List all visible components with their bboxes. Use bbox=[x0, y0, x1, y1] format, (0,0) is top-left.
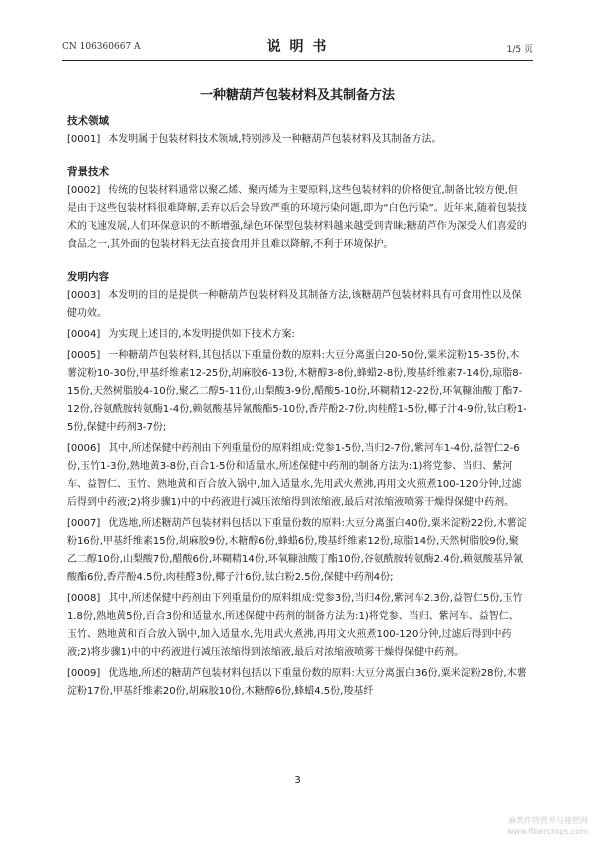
paragraph-text: 传统的包装材料通常以聚乙烯、聚丙烯为主要原料,这些包装材料的价格便宜,制备比较方便,但是由于这些包装材料很难降解,丢弃以后会导致严重的环境污染问题,即为“白色污染”。近年来,随着包装技术的飞速发展,人们环保意识的不断增强,绿色环保型包装材料越来越受到青睐;糖葫芦作为深受人们喜爱的食品之一,其外面的包装材料无法直接食用并且难以降解,不利于环境保护。 bbox=[67, 185, 527, 250]
paragraph-0007 bbox=[67, 515, 527, 587]
document-number: CN 106360667 A bbox=[62, 42, 141, 52]
paragraph-text: 一种糖葫芦包装材料,其包括以下重量份数的原料:大豆分离蛋白20-50份,粟米淀粉15-35份,木薯淀粉10-30份,甲基纤维素12-25份,胡麻胶6-13份,木糖醇3-8份,蜂蜡2-8份,羧基纤维素7-14份,琼脂8-15份,天然树脂胶4-10份,聚乙二醇5-11份,山梨酸3-9份,醋酸5-10份,环糊精12-22份,环氧糠油酸丁酯7-12份,谷氨酰胺转氨酶1-4份,赖氨酸基异氰酸酯5-10份,香芹酚2-7份,肉桂醛1-5份,椰子汁4-9份,钛白粉1-5份,保健中药剂3-7份; bbox=[67, 350, 527, 433]
section-heading-background: 背景技术 bbox=[67, 166, 109, 178]
paragraph-number: [0004] bbox=[67, 329, 101, 340]
paragraph-number: [0003] bbox=[67, 290, 101, 301]
paragraph-text: 本发明属于包装材料技术领域,特别涉及一种糖葫芦包装材料及其制备方法。 bbox=[108, 134, 442, 145]
watermark-url: www.fibercrops.com bbox=[507, 827, 588, 836]
paragraph-0005 bbox=[67, 347, 527, 437]
watermark-title: 麻类作物营养与施肥网 bbox=[508, 816, 588, 825]
section-heading-technical-field: 技术领域 bbox=[67, 115, 109, 127]
paragraph-0004 bbox=[67, 326, 527, 344]
paragraph-text: 为实现上述目的,本发明提供如下技术方案: bbox=[108, 329, 295, 340]
paragraph-number: [0009] bbox=[67, 668, 101, 679]
paragraph-text: 其中,所述保健中药剂由下列重量份的原料组成:党参3份,当归4份,紫河车2.3份,益智仁5份,玉竹1.8份,熟地黄5份,百合3份和适量水,所述保健中药剂的制备方法为:1)将党参、当归、紫河车、益智仁、玉竹、熟地黄和百合放入锅中,加入适量水,先用武火煮沸,再用文火煎煮100-120分钟,过滤后得到中药液;2)将步骤1)中的中药液进行减压浓缩得到浓缩液,最后对浓缩液喷雾干燥得保健中药剂。 bbox=[67, 593, 523, 658]
header-rule bbox=[62, 60, 533, 61]
watermark bbox=[468, 815, 588, 837]
paragraph-number: [0005] bbox=[67, 350, 101, 361]
paragraph-0008 bbox=[67, 590, 527, 662]
page-info: 1/5 页 bbox=[506, 45, 533, 55]
paragraph-0003 bbox=[67, 287, 527, 323]
paragraph-0002 bbox=[67, 182, 527, 254]
paragraph-text: 优选地,所述糖葫芦包装材料包括以下重量份数的原料:大豆分离蛋白40份,粟米淀粉22份,木薯淀粉16份,甲基纤维素15份,胡麻胶9份,木糖醇6份,蜂蜡6份,羧基纤维素12份,琼脂14份,天然树脂胶9份,聚乙二醇10份,山梨酸7份,醋酸6份,环糊精14份,环氧糠油酸丁酯10份,谷氨酰胺转氨酶2.4份,赖氨酸基异氰酸酯6份,香芹酚4.5份,肉桂醛3份,椰子汁6份,钛白粉2.5份,保健中药剂4份; bbox=[67, 518, 527, 583]
paragraph-number: [0007] bbox=[67, 518, 101, 529]
paragraph-0001 bbox=[67, 131, 527, 149]
paragraph-number: [0002] bbox=[67, 185, 101, 196]
page-header bbox=[62, 36, 533, 58]
paragraph-text: 优选地,所述的糖葫芦包装材料包括以下重量份数的原料:大豆分离蛋白36份,粟米淀粉28份,木薯淀粉17份,甲基纤维素20份,胡麻胶10份,木糖醇6份,蜂蜡4.5份,羧基纤 bbox=[67, 668, 527, 697]
paragraph-0006 bbox=[67, 440, 527, 512]
paragraph-number: [0006] bbox=[67, 443, 101, 454]
paragraph-text: 本发明的目的是提供一种糖葫芦包装材料及其制备方法,该糖葫芦包装材料具有可食用性以及保健功效。 bbox=[67, 290, 522, 319]
section-heading-summary: 发明内容 bbox=[67, 271, 109, 283]
document-body bbox=[67, 112, 527, 704]
paragraph-number: [0008] bbox=[67, 593, 101, 604]
document-title: 一种糖葫芦包装材料及其制备方法 bbox=[199, 88, 395, 103]
paragraph-0009 bbox=[67, 665, 527, 701]
page-number: 3 bbox=[294, 775, 301, 786]
document-type: 说 明 书 bbox=[266, 39, 329, 55]
paragraph-number: [0001] bbox=[67, 134, 101, 145]
paragraph-text: 其中,所述保健中药剂由下列重量份的原料组成:党参1-5份,当归2-7份,紫河车1-4份,益智仁2-6份,玉竹1-3份,熟地黄3-8份,百合1-5份和适量水,所述保健中药剂的制备方法为:1)将党参、当归、紫河车、益智仁、玉竹、熟地黄和百合放入锅中,加入适量水,先用武火煮沸,再用文火煎煮100-120分钟,过滤后得到中药液;2)将步骤1)中的中药液进行减压浓缩得到浓缩液,最后对浓缩液喷雾干燥得保健中药剂。 bbox=[67, 443, 522, 508]
